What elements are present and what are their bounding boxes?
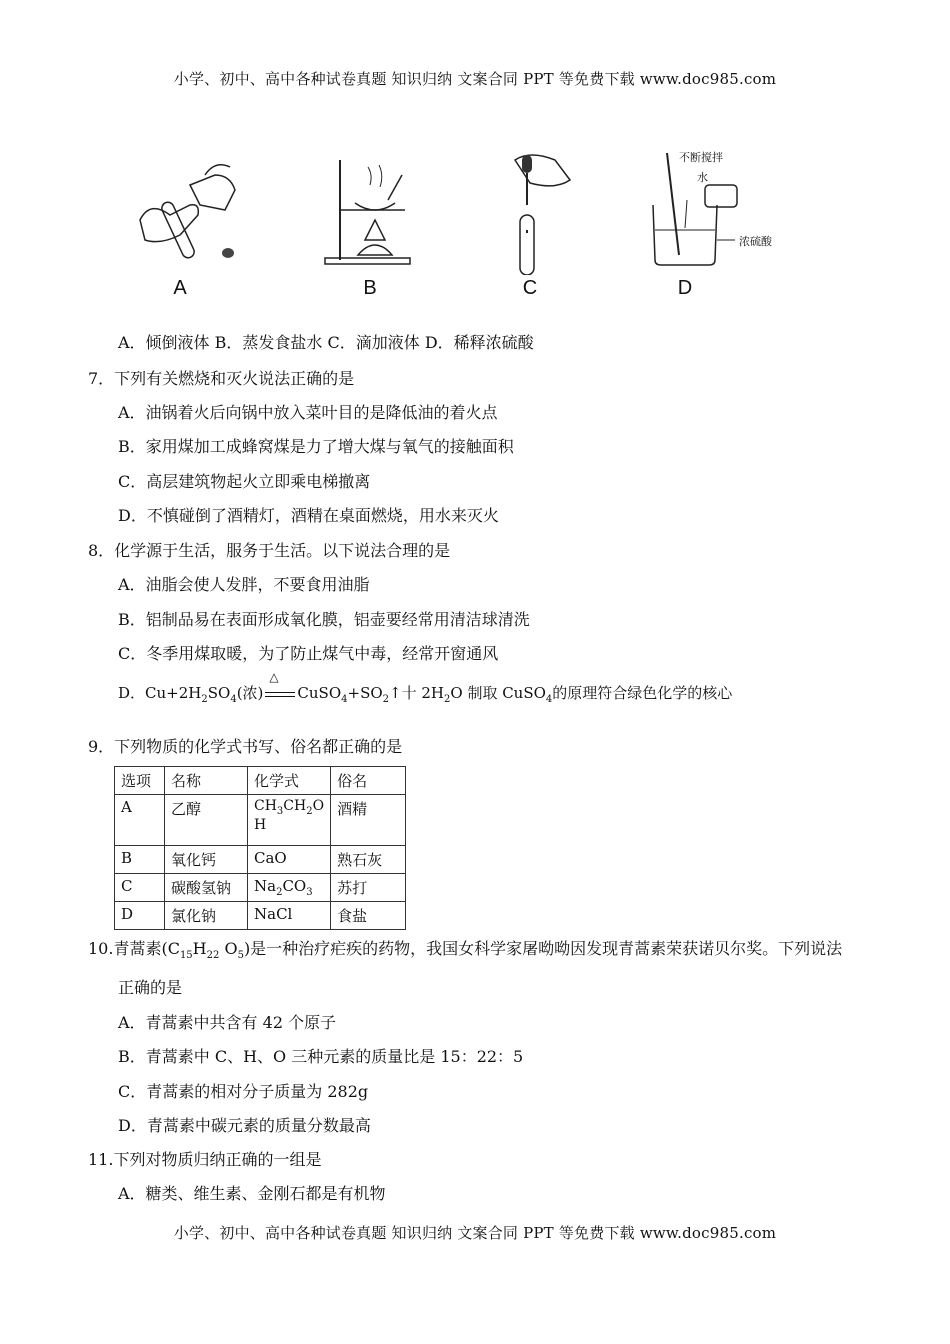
q10-stem-line2: 正确的是	[118, 978, 183, 997]
heating-sign: △	[263, 684, 297, 702]
q8-option-a: A．油脂会使人发胖，不要食用油脂	[118, 575, 370, 594]
q11-option-a: A．糖类、维生素、金刚石都是有机物	[118, 1184, 386, 1203]
annot-water: 水	[697, 171, 708, 184]
q10-option-c: C．青蒿素的相对分子质量为 282g	[118, 1082, 369, 1101]
table-header-row: 选项 名称 化学式 俗名	[115, 767, 406, 795]
page-header: 小学、初中、高中各种试卷真题 知识归纳 文案合同 PPT 等免费下载 www.doc985.com	[173, 70, 777, 88]
q7-option-c: C．高层建筑物起火立即乘电梯撤离	[118, 472, 371, 491]
figure-a-label: A	[173, 277, 187, 299]
table-row: D 氯化钠 NaCl 食盐	[115, 902, 406, 930]
figure-c	[470, 145, 590, 305]
q8-option-b: B．铝制品易在表面形成氧化膜，铝壶要经常用清洁球清洗	[118, 610, 530, 629]
q7-option-d: D．不慎碰倒了酒精灯，酒精在桌面燃烧，用水来灭火	[118, 506, 499, 525]
figure-a	[120, 145, 240, 305]
q10-stem: 10.青蒿素($C_{15}H_{22}$ $O_5$)是一种治疗疟疾的药物，我国女科学家屠呦呦因发现青蒿素荣获诺贝尔奖。下列说法	[88, 939, 843, 962]
q8-option-d: D．$Cu+2H_2SO_4$(浓) △ $CuSO_4+SO_2↑$十 $2H_2O$ 制取 CuSO$_4$的原理符合绿色化学的核心	[118, 670, 733, 705]
q10-option-d: D．青蒿素中碳元素的质量分数最高	[118, 1116, 371, 1135]
q9-table	[114, 766, 406, 930]
table-row: C 碳酸氢钠 $Na_2CO_3$ 苏打	[115, 874, 406, 902]
q6-figures	[120, 145, 840, 305]
pouring-liquid-illustration	[120, 145, 240, 275]
q7-option-b: B．家用煤加工成蜂窝煤是力了增大煤与氧气的接触面积	[118, 437, 514, 456]
q7-stem: 7．下列有关燃烧和灭火说法正确的是	[88, 369, 355, 388]
formula-cell: $Na_2CO_3$	[248, 874, 331, 902]
evaporation-apparatus-illustration	[310, 145, 430, 275]
table-row: B 氧化钙 CaO 熟石灰	[115, 846, 406, 874]
q8-option-c: C．冬季用煤取暖，为了防止煤气中毒，经常开窗通风	[118, 644, 499, 663]
table-row: A 乙醇 $CH_3CH_2O$ H 酒精	[115, 795, 406, 846]
q11-stem: 11.下列对物质归纳正确的一组是	[88, 1150, 322, 1169]
annot-acid: 浓硫酸	[739, 235, 772, 248]
q6-options: A．倾倒液体 B．蒸发食盐水 C．滴加液体 D．稀释浓硫酸	[118, 333, 534, 352]
formula-cell: $CH_3CH_2O$ H	[248, 795, 331, 846]
page-footer: 小学、初中、高中各种试卷真题 知识归纳 文案合同 PPT 等免费下载 www.doc985.com	[173, 1224, 777, 1242]
dropping-liquid-illustration	[470, 145, 590, 275]
q7-option-a: A．油锅着火后向锅中放入菜叶目的是降低油的着火点	[118, 403, 498, 422]
q10-option-b: B．青蒿素中 C、H、O 三种元素的质量比是 15：22：5	[118, 1047, 524, 1066]
figure-d-label: D	[677, 277, 693, 299]
figure-b	[310, 145, 430, 305]
q8-stem: 8．化学源于生活，服务于生活。以下说法合理的是	[88, 541, 451, 560]
figure-d	[645, 145, 815, 305]
diluting-acid-illustration	[645, 145, 815, 275]
q10-option-a: A．青蒿素中共含有 42 个原子	[118, 1013, 337, 1032]
annot-stir: 不断搅拌	[679, 151, 723, 164]
figure-c-label: C	[522, 277, 538, 299]
q9-stem: 9．下列物质的化学式书写、俗名都正确的是	[88, 737, 403, 756]
figure-b-label: B	[363, 277, 377, 299]
